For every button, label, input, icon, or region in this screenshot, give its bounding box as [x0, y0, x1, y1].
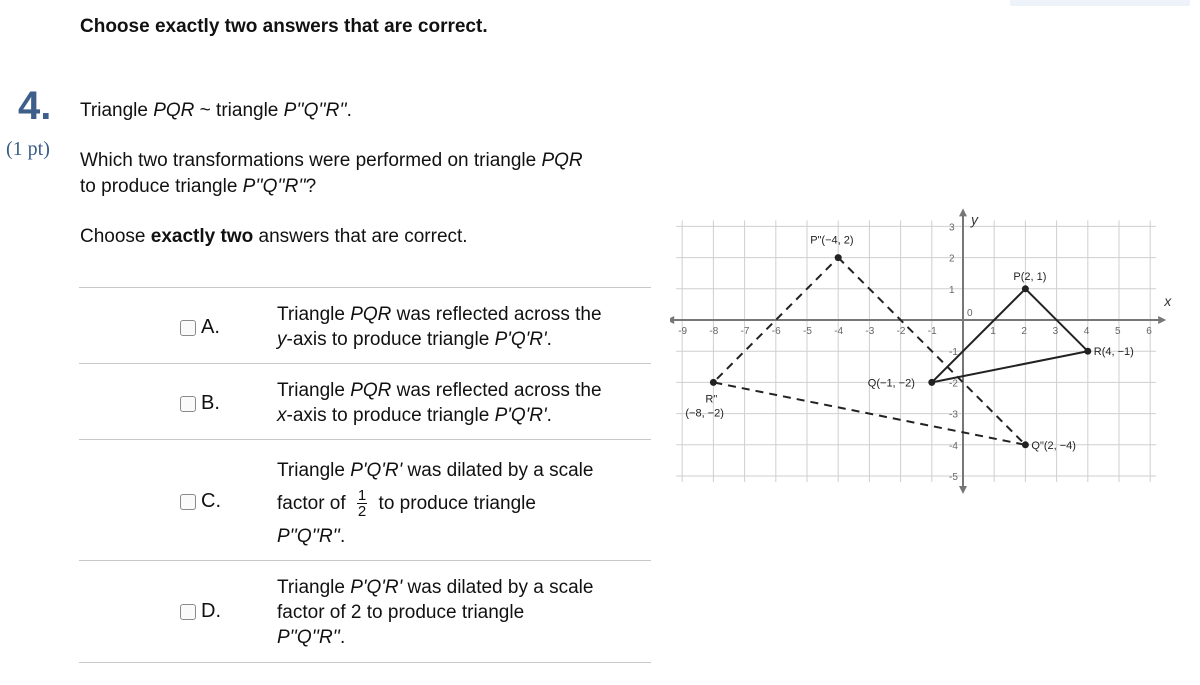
question-statement: Triangle PQR ~ triangle P''Q''R''. — [80, 100, 352, 121]
x-tick-label: -1 — [927, 326, 937, 337]
choice-d-letter: D. — [201, 600, 221, 622]
x-axis-arrow-right — [1158, 316, 1166, 324]
point-p — [1022, 285, 1029, 292]
divider — [79, 560, 651, 561]
y-axis-arrow-down — [959, 486, 967, 494]
x-tick-label: 2 — [1021, 326, 1027, 337]
x-axis-label: x — [1164, 293, 1172, 309]
x-tick-label: -5 — [803, 326, 812, 337]
label-p-double-prime: P"(−4, 2) — [810, 234, 854, 247]
instruction-header: Choose exactly two answers that are correct. — [80, 16, 488, 37]
y-tick-label: -4 — [949, 440, 958, 452]
checkbox-choice-d[interactable] — [180, 604, 196, 620]
y-tick-label: 2 — [949, 253, 955, 265]
choice-a-text: Triangle PQR was reflected across the y-axis to produce triangle P'Q'R'. — [277, 304, 602, 350]
divider — [79, 662, 651, 663]
divider — [79, 287, 651, 288]
question-number: 4. — [18, 84, 52, 128]
y-tick-label: -2 — [949, 378, 958, 390]
x-tick-label: -3 — [865, 326, 875, 337]
y-tick-label: -3 — [949, 409, 958, 421]
y-tick-label: 3 — [949, 222, 955, 234]
point-r2 — [710, 379, 717, 386]
x-tick-label: 5 — [1115, 326, 1121, 337]
label-r: R(4, −1) — [1093, 346, 1134, 359]
coordinate-graph — [670, 198, 1190, 504]
y-axis-label: y — [971, 211, 978, 228]
x-tick-label: 6 — [1146, 326, 1152, 337]
x-tick-label: 1 — [990, 326, 996, 337]
label-r-double-prime: R" — [705, 393, 718, 406]
x-tick-label: 3 — [1052, 326, 1059, 337]
label-q-double-prime: Q"(2, −4) — [1031, 439, 1076, 452]
x-axis-arrow-left — [670, 316, 674, 324]
choice-a-letter: A. — [201, 316, 220, 338]
label-p: P(2, 1) — [1013, 270, 1047, 283]
y-tick-label: -1 — [949, 347, 958, 359]
x-tick-label: -8 — [709, 326, 719, 337]
x-tick-label: 0 — [967, 308, 973, 319]
label-r-double-prime-coords: (−8, −2) — [685, 407, 724, 420]
x-tick-label: -7 — [740, 326, 750, 337]
choice-b-letter: B. — [201, 392, 220, 414]
point-q2 — [1022, 441, 1029, 448]
choice-d-text: Triangle P'Q'R' was dilated by a scale factor of 2 to produce triangle P''Q''R''. — [277, 577, 594, 648]
checkbox-choice-c[interactable] — [180, 494, 196, 510]
choice-c-text: Triangle P'Q'R' was dilated by a scale factor of $\frac{1}{2}$ to produce triangle P''Q''R''. — [277, 460, 594, 547]
checkbox-choice-a[interactable] — [180, 320, 196, 336]
point-r — [1084, 348, 1091, 355]
point-q — [928, 379, 935, 386]
divider — [79, 439, 651, 440]
x-tick-label: -4 — [834, 326, 844, 337]
label-q: Q(−1, −2) — [867, 377, 915, 390]
x-tick-label: -9 — [678, 326, 688, 337]
question-points: (1 pt) — [6, 138, 50, 160]
x-tick-label: -2 — [896, 326, 906, 337]
choice-b-text: Triangle PQR was reflected across the x-axis to produce triangle P'Q'R'. — [277, 380, 602, 426]
checkbox-choice-b[interactable] — [180, 396, 196, 412]
y-tick-label: 1 — [949, 284, 955, 296]
point-p2 — [835, 254, 842, 261]
x-tick-label: -6 — [771, 326, 781, 337]
fraction-one-half: $\frac{1}{2}$ — [357, 487, 367, 521]
y-axis-arrow-up — [959, 208, 967, 216]
choice-c-letter: C. — [201, 490, 221, 512]
question-instruction: Choose exactly two answers that are correct. — [80, 226, 468, 247]
y-tick-label: -5 — [949, 472, 958, 483]
divider — [79, 363, 651, 364]
question-prompt: Which two transformations were performed on triangle PQR to produce triangle P''Q''R''? — [80, 150, 583, 197]
top-strip — [1010, 0, 1190, 6]
x-tick-label: 4 — [1083, 326, 1090, 337]
triangle-pqr — [932, 289, 1088, 383]
